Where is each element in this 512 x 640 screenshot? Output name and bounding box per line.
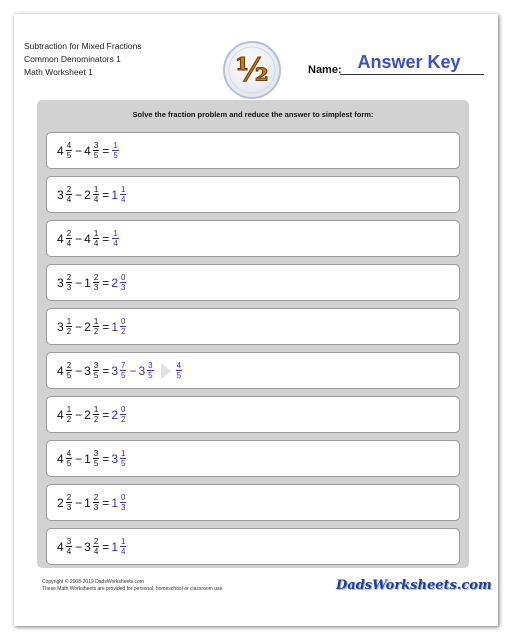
problem-row	[46, 528, 460, 565]
denominator: 4	[93, 547, 99, 556]
problem-row	[46, 308, 460, 345]
whole-number: 1	[84, 451, 91, 466]
fraction	[93, 493, 99, 512]
whole-number: 1	[84, 495, 91, 510]
whole-number: 1	[111, 495, 118, 510]
denominator: 5	[113, 151, 118, 160]
denominator: 5	[121, 371, 126, 380]
fraction	[93, 405, 99, 424]
numerator: 1	[66, 317, 72, 326]
numerator: 0	[121, 273, 126, 282]
whole-number: 1	[111, 539, 118, 554]
answer	[111, 405, 127, 424]
usage-note: These Math Worksheets are provided for personal, homeschool or classroom use.	[42, 586, 224, 592]
minus-sign: −	[75, 319, 83, 334]
denominator: 4	[93, 239, 99, 248]
subtrahend	[84, 273, 100, 292]
svg-text:½: ½	[235, 51, 269, 89]
problem-expression	[57, 177, 127, 212]
fraction	[66, 537, 72, 556]
whole-number: 2	[57, 495, 64, 510]
denominator: 4	[66, 547, 72, 556]
fraction	[120, 317, 126, 336]
denominator: 4	[121, 547, 126, 556]
problems-panel	[37, 100, 469, 568]
minuend	[57, 185, 73, 204]
worksheet-title: Subtraction for Mixed Fractions	[24, 41, 142, 51]
answer	[111, 185, 127, 204]
problem-expression	[57, 265, 127, 300]
whole-number: 4	[84, 143, 91, 158]
brand-logo: DadsWorksheets.com	[336, 578, 492, 593]
numerator: 2	[66, 273, 72, 282]
footer-copyright	[42, 579, 224, 593]
numerator: 1	[121, 449, 126, 458]
fraction	[93, 317, 99, 336]
subtrahend	[84, 493, 100, 512]
fraction	[112, 229, 118, 248]
minus-sign: −	[75, 187, 83, 202]
fraction	[93, 537, 99, 556]
denominator: 4	[66, 195, 72, 204]
whole-number: 2	[84, 319, 91, 334]
subtrahend	[84, 449, 100, 468]
minuend	[57, 141, 73, 160]
problem-expression	[57, 529, 127, 564]
fraction	[93, 229, 99, 248]
numerator: 2	[93, 273, 99, 282]
denominator: 5	[93, 371, 99, 380]
answer	[111, 229, 119, 248]
numerator: 2	[66, 493, 72, 502]
denominator: 5	[176, 371, 182, 380]
numerator: 3	[93, 361, 99, 370]
numerator: 0	[121, 405, 126, 414]
whole-number: 4	[57, 231, 64, 246]
fraction	[93, 449, 99, 468]
fraction	[120, 537, 126, 556]
minus-sign: −	[75, 495, 83, 510]
problem-expression	[57, 221, 120, 256]
whole-number: 3	[57, 319, 64, 334]
subtrahend	[84, 405, 100, 424]
fraction	[93, 141, 99, 160]
numerator: 2	[66, 229, 72, 238]
numerator: 3	[148, 361, 153, 370]
fraction	[120, 405, 126, 424]
equals-sign: =	[102, 363, 110, 378]
whole-number: 4	[57, 407, 64, 422]
denominator: 2	[93, 415, 99, 424]
equals-sign: =	[102, 187, 110, 202]
problem-row	[46, 264, 460, 301]
fraction	[66, 229, 72, 248]
denominator: 3	[66, 503, 72, 512]
problem-expression	[57, 441, 127, 476]
denominator: 4	[93, 195, 99, 204]
half-fraction-logo	[222, 40, 282, 100]
regrouped-subtrahend	[138, 361, 154, 380]
subtrahend	[84, 229, 100, 248]
subtrahend	[84, 537, 100, 556]
equals-sign: =	[102, 539, 110, 554]
numerator: 1	[93, 317, 99, 326]
problem-row	[46, 132, 460, 169]
numerator: 4	[66, 141, 72, 150]
denominator: 5	[66, 371, 72, 380]
worksheet-number: Math Worksheet 1	[24, 67, 93, 77]
fraction	[93, 361, 99, 380]
name-line	[340, 74, 484, 75]
problem-row	[46, 176, 460, 213]
copyright-text: Copyright © 2008-2019 DadsWorksheets.com	[42, 579, 144, 585]
fraction	[66, 185, 72, 204]
answer	[111, 493, 127, 512]
denominator: 5	[66, 459, 72, 468]
whole-number: 3	[111, 451, 118, 466]
fraction	[66, 405, 72, 424]
whole-number: 4	[57, 143, 64, 158]
instructions: Solve the fraction problem and reduce the answer to simplest form:	[132, 110, 374, 119]
minuend	[57, 317, 73, 336]
equals-sign: =	[102, 407, 110, 422]
answer	[111, 317, 127, 336]
numerator: 2	[66, 185, 72, 194]
subtrahend	[84, 141, 100, 160]
minus-sign: −	[75, 363, 83, 378]
fraction	[66, 317, 72, 336]
problem-row	[46, 440, 460, 477]
problem-expression	[57, 309, 127, 344]
numerator: 1	[113, 141, 118, 150]
denominator: 3	[66, 283, 72, 292]
fraction	[66, 361, 72, 380]
fraction	[66, 141, 72, 160]
fraction	[120, 449, 126, 468]
minus-sign: −	[75, 451, 83, 466]
answer	[111, 141, 119, 160]
numerator: 7	[121, 361, 126, 370]
problem-row	[46, 484, 460, 521]
denominator: 2	[121, 415, 126, 424]
denominator: 3	[121, 283, 126, 292]
arrow-icon	[161, 363, 171, 379]
minuend	[57, 273, 73, 292]
whole-number: 2	[111, 407, 118, 422]
answer	[111, 537, 127, 556]
numerator: 1	[121, 185, 126, 194]
whole-number: 4	[57, 363, 64, 378]
numerator: 1	[113, 229, 118, 238]
whole-number: 4	[57, 539, 64, 554]
denominator: 4	[121, 195, 126, 204]
numerator: 0	[121, 493, 126, 502]
worksheet-subtitle: Common Denominators 1	[24, 54, 121, 64]
denominator: 2	[121, 327, 126, 336]
fraction	[120, 493, 126, 512]
numerator: 1	[93, 185, 99, 194]
minus-sign: −	[75, 539, 83, 554]
denominator: 4	[113, 239, 118, 248]
denominator: 2	[66, 327, 72, 336]
equals-sign: =	[102, 143, 110, 158]
minuend	[57, 537, 73, 556]
numerator: 3	[66, 537, 72, 546]
equals-sign: =	[102, 319, 110, 334]
whole-number: 2	[111, 275, 118, 290]
problem-row	[46, 352, 460, 389]
whole-number: 3	[84, 539, 91, 554]
numerator: 1	[93, 405, 99, 414]
numerator: 1	[93, 229, 99, 238]
denominator: 5	[148, 371, 153, 380]
denominator: 5	[93, 151, 99, 160]
minus-sign: −	[75, 143, 83, 158]
minuend	[57, 229, 73, 248]
answer-key-label: Answer Key	[357, 52, 461, 72]
denominator: 3	[93, 503, 99, 512]
fraction	[176, 361, 182, 380]
whole-number: 2	[84, 187, 91, 202]
denominator: 5	[66, 151, 72, 160]
subtrahend	[84, 361, 100, 380]
fraction	[120, 361, 126, 380]
work-minus-sign: −	[129, 363, 137, 378]
minus-sign: −	[75, 275, 83, 290]
numerator: 2	[93, 537, 99, 546]
fraction	[66, 493, 72, 512]
minus-sign: −	[75, 231, 83, 246]
whole-number: 3	[57, 275, 64, 290]
numerator: 1	[66, 405, 72, 414]
denominator: 2	[93, 327, 99, 336]
denominator: 3	[93, 283, 99, 292]
whole-number: 4	[84, 231, 91, 246]
denominator: 4	[66, 239, 72, 248]
numerator: 0	[121, 317, 126, 326]
answer	[175, 361, 183, 380]
numerator: 2	[93, 493, 99, 502]
fraction	[147, 361, 153, 380]
minuend	[57, 493, 73, 512]
subtrahend	[84, 317, 100, 336]
minuend	[57, 405, 73, 424]
fraction	[120, 273, 126, 292]
answer	[111, 449, 127, 468]
equals-sign: =	[102, 275, 110, 290]
numerator: 2	[66, 361, 72, 370]
whole-number: 3	[111, 363, 118, 378]
regrouped-minuend	[111, 361, 127, 380]
problem-expression	[57, 133, 120, 168]
denominator: 3	[121, 503, 126, 512]
minus-sign: −	[75, 407, 83, 422]
whole-number: 2	[84, 407, 91, 422]
fraction	[93, 185, 99, 204]
fraction	[66, 449, 72, 468]
denominator: 5	[93, 459, 99, 468]
numerator: 1	[121, 537, 126, 546]
name-label: Name:	[308, 64, 342, 76]
problem-expression	[57, 485, 127, 520]
equals-sign: =	[102, 495, 110, 510]
problem-expression	[57, 353, 183, 388]
fraction	[112, 141, 118, 160]
problem-expression	[57, 397, 127, 432]
numerator: 4	[176, 361, 182, 370]
denominator: 5	[121, 459, 126, 468]
equals-sign: =	[102, 231, 110, 246]
fraction	[93, 273, 99, 292]
minuend	[57, 361, 73, 380]
fraction	[66, 273, 72, 292]
whole-number: 4	[57, 451, 64, 466]
answer	[111, 273, 127, 292]
whole-number: 1	[111, 319, 118, 334]
whole-number: 1	[84, 275, 91, 290]
numerator: 3	[93, 141, 99, 150]
equals-sign: =	[102, 451, 110, 466]
denominator: 2	[66, 415, 72, 424]
problem-row	[46, 396, 460, 433]
problem-row	[46, 220, 460, 257]
whole-number: 3	[138, 363, 146, 378]
minuend	[57, 449, 73, 468]
numerator: 4	[66, 449, 72, 458]
subtrahend	[84, 185, 100, 204]
whole-number: 3	[57, 187, 64, 202]
numerator: 3	[93, 449, 99, 458]
whole-number: 1	[111, 187, 118, 202]
fraction	[120, 185, 126, 204]
whole-number: 3	[84, 363, 91, 378]
